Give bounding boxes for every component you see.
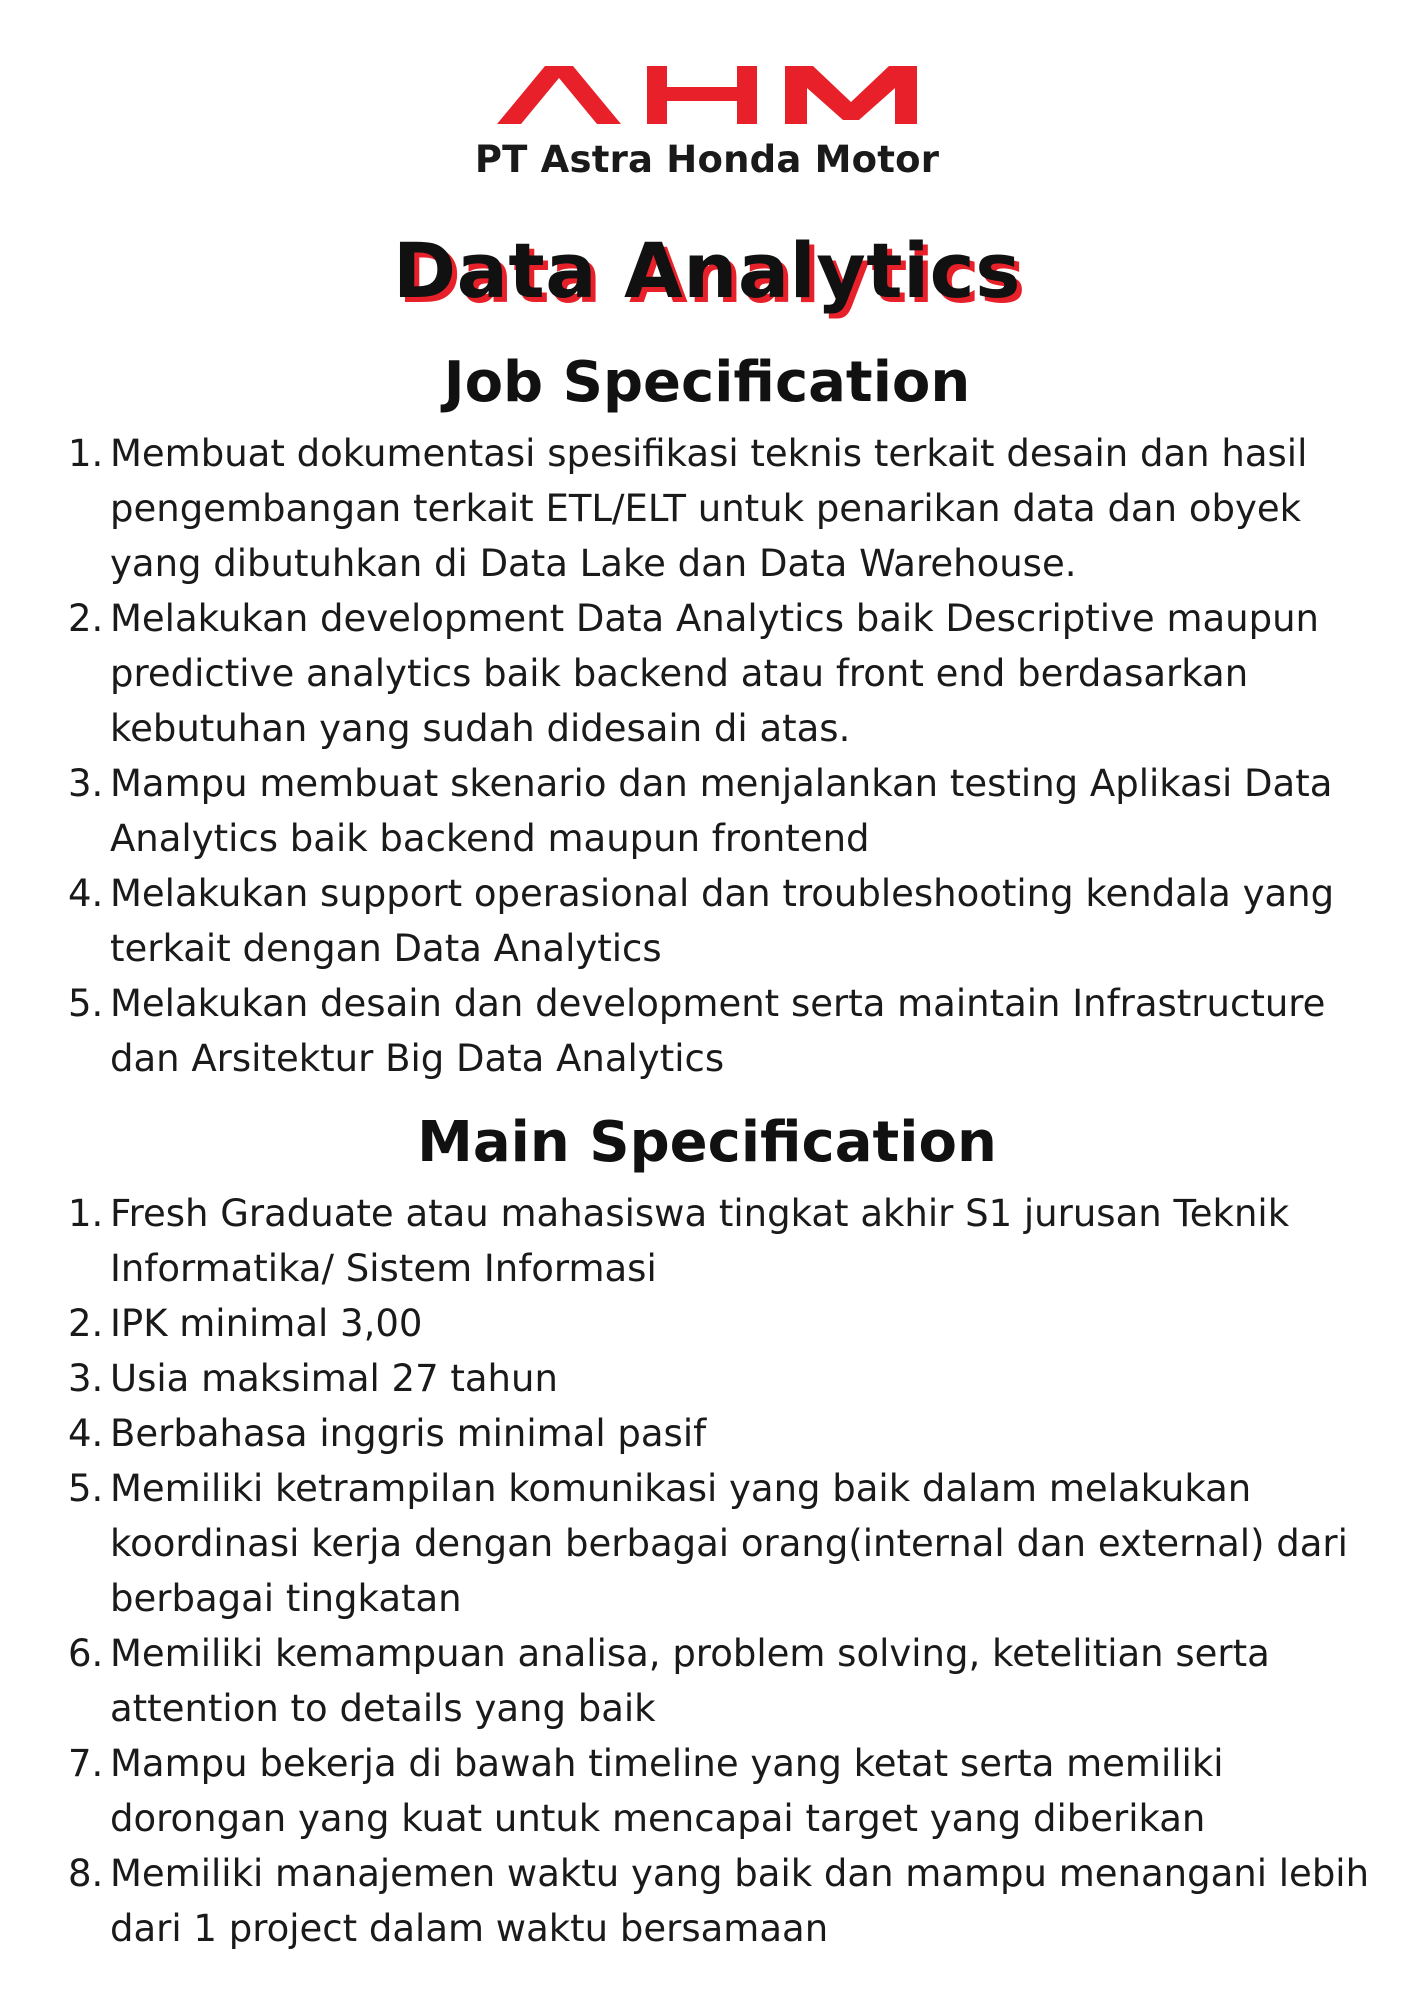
main-spec-item bbox=[0, 1186, 1414, 1296]
item-number: 4. bbox=[68, 1412, 104, 1455]
item-text: Melakukan development Data Analytics baik Descriptive maupun predictive analytics baik backend atau front end berdasarkan kebutuhan yang sudah didesain di atas. bbox=[110, 597, 1320, 750]
main-spec-item bbox=[0, 1351, 1414, 1406]
main-spec-item bbox=[0, 1461, 1414, 1626]
ahm-logo bbox=[0, 64, 1414, 128]
main-spec-item bbox=[0, 1626, 1414, 1736]
company-name: PT Astra Honda Motor bbox=[474, 138, 940, 181]
job-spec-item bbox=[0, 866, 1414, 976]
item-number: 8. bbox=[68, 1852, 104, 1895]
item-text: Membuat dokumentasi spesifikasi teknis terkait desain dan hasil pengembangan terkait ETL/ELT untuk penarikan data dan obyek yang dibutuhkan di Data Lake dan Data Warehouse. bbox=[110, 432, 1308, 585]
item-number: 2. bbox=[68, 597, 104, 640]
item-text: Memiliki kemampuan analisa, problem solving, ketelitian serta attention to details yang baik bbox=[110, 1632, 1270, 1730]
main-spec-item bbox=[0, 1406, 1414, 1461]
job-spec-item bbox=[0, 976, 1414, 1086]
item-text: Memiliki manajemen waktu yang baik dan mampu menangani lebih dari 1 project dalam waktu bersamaan bbox=[110, 1852, 1370, 1950]
main-spec-item bbox=[0, 1296, 1414, 1351]
item-number: 2. bbox=[68, 1302, 104, 1345]
item-number: 5. bbox=[68, 1467, 104, 1510]
item-number: 5. bbox=[68, 982, 104, 1025]
item-text: IPK minimal 3,00 bbox=[110, 1302, 423, 1345]
item-text: Fresh Graduate atau mahasiswa tingkat akhir S1 jurusan Teknik Informatika/ Sistem Informasi bbox=[110, 1192, 1290, 1290]
job-title: Data Analytics bbox=[393, 226, 1021, 315]
main-spec-item bbox=[0, 1736, 1414, 1846]
main-spec-item bbox=[0, 1846, 1414, 1956]
job-spec-item bbox=[0, 591, 1414, 756]
item-text: Mampu bekerja di bawah timeline yang ketat serta memiliki dorongan yang kuat untuk mencapai target yang diberikan bbox=[110, 1742, 1224, 1840]
item-number: 1. bbox=[68, 1192, 104, 1235]
job-specification-heading: Job Specification bbox=[443, 350, 971, 415]
item-text: Berbahasa inggris minimal pasif bbox=[110, 1412, 707, 1455]
item-number: 7. bbox=[68, 1742, 104, 1785]
main-specification-heading: Main Specification bbox=[417, 1110, 997, 1175]
item-text: Usia maksimal 27 tahun bbox=[110, 1357, 558, 1400]
item-number: 6. bbox=[68, 1632, 104, 1675]
item-number: 3. bbox=[68, 1357, 104, 1400]
item-text: Melakukan desain dan development serta maintain Infrastructure dan Arsitektur Big Data Analytics bbox=[110, 982, 1326, 1080]
item-text: Melakukan support operasional dan troubleshooting kendala yang terkait dengan Data Analytics bbox=[110, 872, 1335, 970]
job-specification-list bbox=[0, 426, 1414, 1086]
main-specification-list bbox=[0, 1186, 1414, 1956]
item-text: Mampu membuat skenario dan menjalankan testing Aplikasi Data Analytics baik backend maupun frontend bbox=[110, 762, 1333, 860]
job-spec-item bbox=[0, 756, 1414, 866]
job-spec-item bbox=[0, 426, 1414, 591]
item-number: 4. bbox=[68, 872, 104, 915]
item-number: 3. bbox=[68, 762, 104, 805]
ahm-logo-mark bbox=[497, 64, 917, 128]
item-number: 1. bbox=[68, 432, 104, 475]
item-text: Memiliki ketrampilan komunikasi yang baik dalam melakukan koordinasi kerja dengan berbagai orang(internal dan external) dari berbagai tingkatan bbox=[110, 1467, 1348, 1620]
